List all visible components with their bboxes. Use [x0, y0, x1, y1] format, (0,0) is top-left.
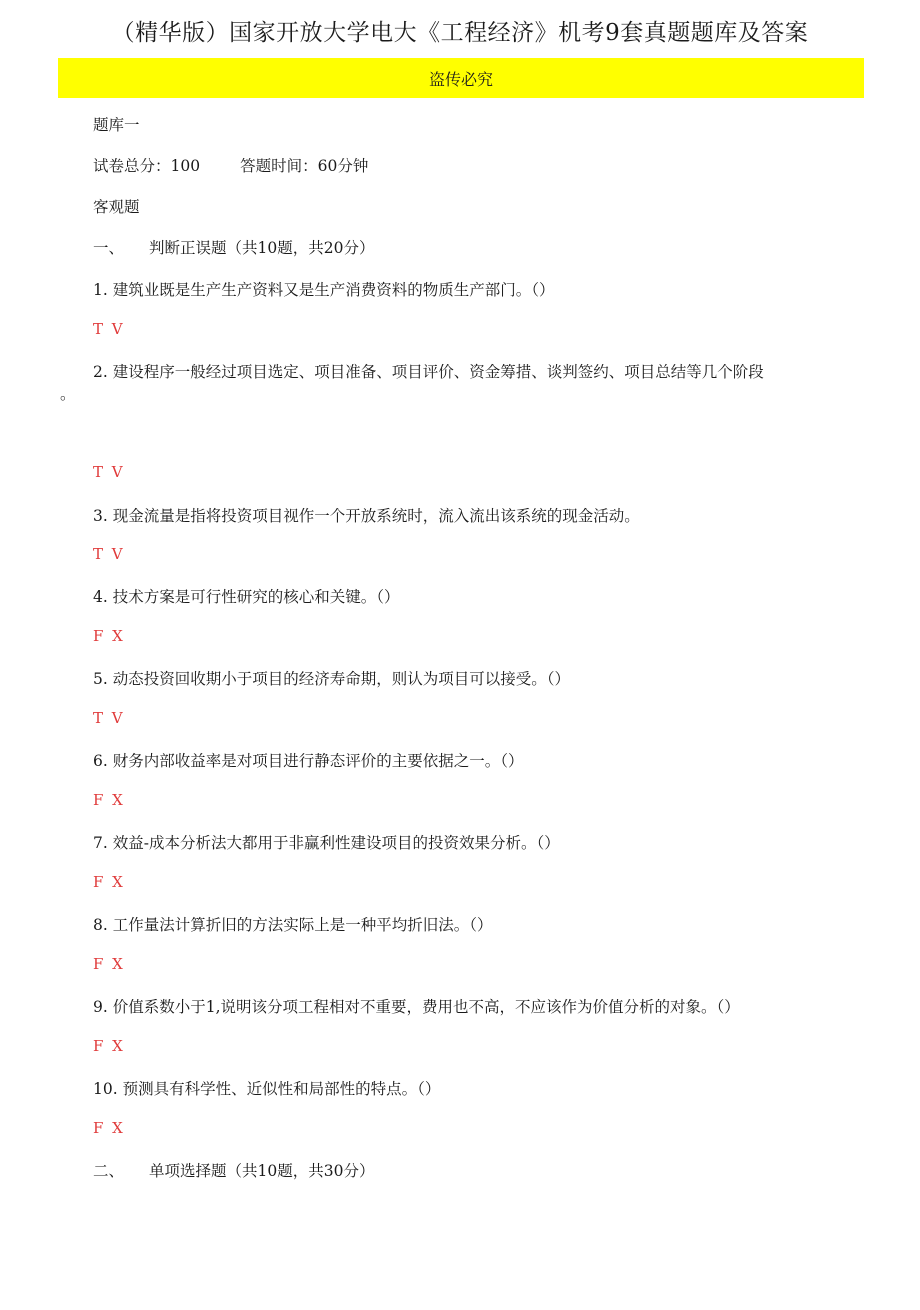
exam-time: 答题时间：60分钟 [240, 157, 369, 175]
question-answer: F X [93, 1037, 125, 1055]
exam-info [93, 154, 368, 176]
question-text: 8. 工作量法计算折旧的方法实际上是一种平均折旧法。（） [93, 916, 493, 934]
section-title: 单项选择题（共10题，共30分） [149, 1162, 375, 1180]
question-answer: T V [93, 709, 125, 727]
section-title: 判断正误题（共10题，共20分） [149, 239, 375, 257]
question-answer: F X [93, 791, 125, 809]
question-answer: F X [93, 627, 125, 645]
section-heading [93, 1159, 374, 1181]
question-text: 9. 价值系数小于1,说明该分项工程相对不重要，费用也不高，不应该作为价值分析的对象。（） [93, 998, 740, 1016]
section-number: 二、 [93, 1162, 125, 1180]
question-answer: F X [93, 955, 125, 973]
question-answer: T V [93, 320, 125, 338]
section-heading [93, 236, 374, 258]
question-answer: F X [93, 1119, 125, 1137]
question-answer: T V [93, 545, 125, 563]
question-text: 6. 财务内部收益率是对项目进行静态评价的主要依据之一。（） [93, 752, 524, 770]
total-score: 试卷总分：100 [93, 157, 201, 175]
question-text: 1. 建筑业既是生产生产资料又是生产消费资料的物质生产部门。（） [93, 281, 555, 299]
question-text-tail: 。 [60, 385, 76, 403]
question-text: 4. 技术方案是可行性研究的核心和关键。（） [93, 588, 400, 606]
objective-label: 客观题 [93, 198, 140, 216]
question-answer: T V [93, 463, 125, 481]
question-text: 10. 预测具有科学性、近似性和局部性的特点。（） [93, 1080, 441, 1098]
question-text: 2. 建设程序一般经过项目选定、项目准备、项目评价、资金筹措、谈判签约、项目总结等几个阶段 [93, 363, 764, 381]
question-text: 3. 现金流量是指将投资项目视作一个开放系统时，流入流出该系统的现金活动。 [93, 507, 640, 525]
section-number: 一、 [93, 239, 125, 257]
question-answer: F X [93, 873, 125, 891]
document-title: （精华版）国家开放大学电大《工程经济》机考9套真题题库及答案 [111, 20, 809, 46]
bank-label: 题库一 [93, 116, 140, 134]
question-text: 5. 动态投资回收期小于项目的经济寿命期，则认为项目可以接受。（） [93, 670, 570, 688]
banner-text: 盗传必究 [428, 69, 493, 89]
banner [58, 58, 864, 98]
question-text: 7. 效益-成本分析法大都用于非赢利性建设项目的投资效果分析。（） [93, 834, 560, 852]
